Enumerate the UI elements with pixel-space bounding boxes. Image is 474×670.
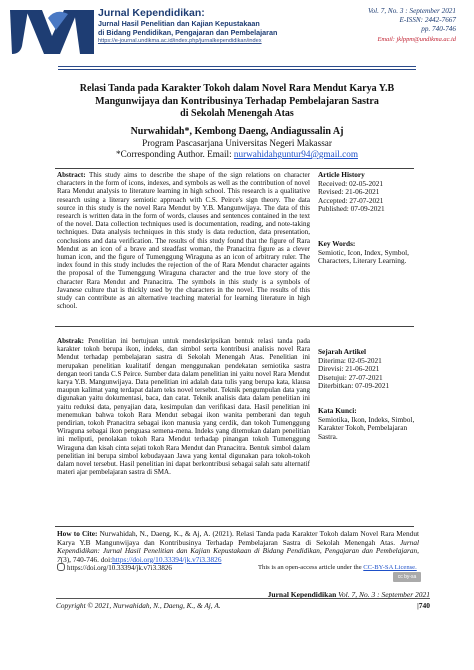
revised-date: Revised: 21-06-2021 <box>318 187 380 197</box>
corresponding-prefix: *Corresponding Author. Email: <box>116 149 234 159</box>
abstract-id <box>57 337 310 523</box>
sejarah-artikel-heading: Sejarah Artikel <box>318 347 367 356</box>
keywords-en-heading: Key Words: <box>318 239 356 248</box>
journal-subtitle-1: Jurnal Hasil Penelitian dan Kajian Kepustakaan <box>98 19 260 28</box>
footer-doi-link[interactable]: https://doi.org/10.33394/jk.v7i3.3826 <box>67 564 172 572</box>
journal-url-link[interactable]: https://e-journal.undikma.ac.id/index.php/jurnalkependidikan/index <box>98 38 262 44</box>
diterbitkan-date: Diterbitkan: 07-09-2021 <box>318 381 390 391</box>
abstract-en-text: This study aims to describe the shape of the sign relations on character characters in the form of icons, indexes, and symbols as well as the contribution of novel Rara Mendut analysis to literature learning in high school. This research is a qualitative research using a literary semiotic approach with C.S. Peirce's sign theory. The data source in this study is the novel Rara Mendut by Y.B. Mangunwijaya. The data of this research is written data in the form of words, clauses and sentences contained in the text of the novel. Data collection techniques used is documentation, reading, and note-taking techniques. Data analysis techniques in this study is data reduction, data presentation, conclusions and data verification. The results of this study found that the figure of Rara Mendut as an icon of a brave and steadfast woman, the Pranacitra figure as a clever human icon, and the figure of Tumenggung Wiraguna as an icon of arbitrary ruler. The index found in this study includes the rejection of the of Rara Mendut character againts the proposal of the Tumenggung Wiraguna character and the true love story of the character Rara Mendut and Pranacitra. The symbols in this study is a symbols of Javanese culture that is thickly used by the characters in the novel. The results of this study can contribute as an alternative teaching material for learning literature in high school. <box>57 171 310 311</box>
sejarah-artikel <box>318 348 428 391</box>
abstract-id-label: Abstrak: <box>57 337 85 345</box>
title-line-1: Relasi Tanda pada Karakter Tokoh dalam Novel Rara Mendut Karya Y.B <box>79 83 395 94</box>
oa-text: This is an open-access article under the <box>258 564 364 571</box>
doi-icon <box>57 563 65 571</box>
article-history-heading: Article History <box>318 170 365 179</box>
header-divider-thin <box>58 69 416 70</box>
footer-copyright-line <box>40 601 430 611</box>
abstract-id-text: Penelitian ini bertujuan untuk mendeskripsikan bentuk relasi tanda pada karakter tokoh berupa ikon, indeks, dan simbol serta kontribusi analisis novel Rara Mendut terhadap pembelajaran sastra di Sekolah Menengah Atas. Penelitian ini merupakan penelitian kualitatif dengan menggunakan pendekatan semiotika sastra dengan teori tanda C.S Peirce. Sumber data dalam penelitian ini yaitu novel Rara Mendut karya Y.B. Mangunwijaya. Data penelitian ini adalah data tulis yang berupa kata, klausa maupun kalimat yang terdapat dalam teks novel tersebut. Teknik pengumpulan data yang digunakan yaitu dokumentasi, baca, dan catat. Teknik analisis data dalam penelitian ini yaitu reduksi data, penyajian data, kesimpulan dan verifikasi data. Hasil penelitian ini menemukan bahwa tokoh Rara Mendut sebagai ikon wanita pemberani dan teguh pendirian, tokoh Pranacitra sebagai ikon manusia yang cerdik, dan tokoh Tumenggung Wiraguna sebagai ikon penguasa semena-mena. Indeks yang ditemukan dalam penelitian ini meliputi, penolakan tokoh Rara Mendut terhadap pinangan tokoh Tumenggung Wiraguna dan kisah cinta sejati tokoh Rara Mendut dan Pranacitra. Bentuk simbol dalam penelitian ini berupa simbol kebudayaan Jawa yang kental digunakan para tokoh-tokoh dalam novel tersebut. Hasil penelitian ini dapat berkontribusi sebagai salah satu alternatif materi ajar pembelajaran sastra di SMA. <box>57 337 310 477</box>
abstract-en-label: Abstract: <box>57 171 86 179</box>
keywords-id-heading: Kata Kunci: <box>318 406 357 415</box>
published-date: Published: 07-09-2021 <box>318 204 385 214</box>
accepted-date: Accepted: 27-07-2021 <box>318 195 384 205</box>
doi-line <box>57 563 257 573</box>
license-link[interactable]: CC-BY-SA License. <box>363 564 417 571</box>
journal-email-link[interactable]: Email: jklppm@undikma.ac.id <box>377 35 456 43</box>
eissn-info: E-ISSN: 2442-7667 <box>399 16 456 25</box>
pages-info: pp. 740-746 <box>421 25 456 34</box>
copyright-text: Copyright © 2021, Nurwahidah, N., Daeng, K., & Aj, A. <box>56 601 221 610</box>
journal-logo-icon <box>8 6 98 58</box>
volume-info: Vol. 7, No. 3 : September 2021 <box>367 7 456 15</box>
keywords-id <box>318 407 428 441</box>
citation-tail: (3), 740-746. doi: <box>60 554 113 564</box>
article-history <box>318 171 428 214</box>
citation-text: Nurwahidah, N., Daeng, K., & Aj, A. (2021). Relasi Tanda pada Karakter Tokoh dalam Novel Rara Mendut Karya Y.B Mangunwijaya dan Kontribusinya Terhadap Pembelajaran Sastra di Sekolah Menengah Atas. <box>57 529 420 547</box>
citation-doi-link[interactable]: https://doi.org/10.33394/jk.v7i3.3826 <box>112 554 222 564</box>
footer-divider <box>56 598 430 599</box>
footer-journal-name: Jurnal Kependidikan <box>267 590 337 599</box>
citation-journal: Jurnal Kependidikan: Jurnal Hasil Penelitian dan Kajian Kepustakaan di Bidang Pendidikan, Pengajaran dan Pembelajaran, 7 <box>57 537 419 564</box>
page-number: |740 <box>417 601 430 610</box>
affiliation: Program Pascasarjana Universitas Negeri Makassar <box>142 138 332 148</box>
direvisi-date: Direvisi: 21-06-2021 <box>318 364 380 374</box>
open-access-note <box>258 563 438 572</box>
received-date: Received: 02-05-2021 <box>318 178 384 188</box>
keywords-id-text: Semiotika, Ikon, Indeks, Simbol, Karakter Tokoh, Pembelajaran Sastra. <box>318 414 415 441</box>
title-line-3: di Sekolah Menengah Atas <box>180 108 294 119</box>
article-title <box>40 83 434 121</box>
journal-meta <box>326 7 456 44</box>
cc-by-sa-badge-icon: cc by-sa <box>393 572 421 582</box>
abstract-divider <box>55 326 414 327</box>
header-divider <box>58 66 416 67</box>
journal-title-block <box>98 7 298 45</box>
how-to-cite <box>57 530 419 564</box>
citation-divider <box>55 526 414 527</box>
disetujui-date: Disetujui: 27-07-2021 <box>318 372 383 382</box>
abstract-en <box>57 171 310 317</box>
journal-subtitle-2: di Bidang Pendidikan, Pengajaran dan Pembelajaran <box>98 28 278 37</box>
corresponding-author <box>40 149 434 160</box>
journal-name: Jurnal Kependidikan: <box>98 7 205 19</box>
corresponding-email-link[interactable]: nurwahidahguntur94@gmail.com <box>233 149 358 159</box>
how-to-cite-label: How to Cite: <box>57 529 98 538</box>
keywords-en <box>318 240 428 266</box>
diterima-date: Diterima: 02-05-2021 <box>318 355 382 365</box>
author-list: Nurwahidah*, Kembong Daeng, Andiagussalin Aj <box>130 126 344 137</box>
footer-volume: Vol. 7, No. 3 : September 2021 <box>338 590 430 599</box>
title-line-2: Mangunwijaya dan Kontribusinya Terhadap Pembelajaran Sastra <box>95 95 379 107</box>
journal-header <box>0 0 474 64</box>
keywords-en-text: Semiotic, Icon, Index, Symbol, Characters, Literary Learning. <box>318 247 409 266</box>
